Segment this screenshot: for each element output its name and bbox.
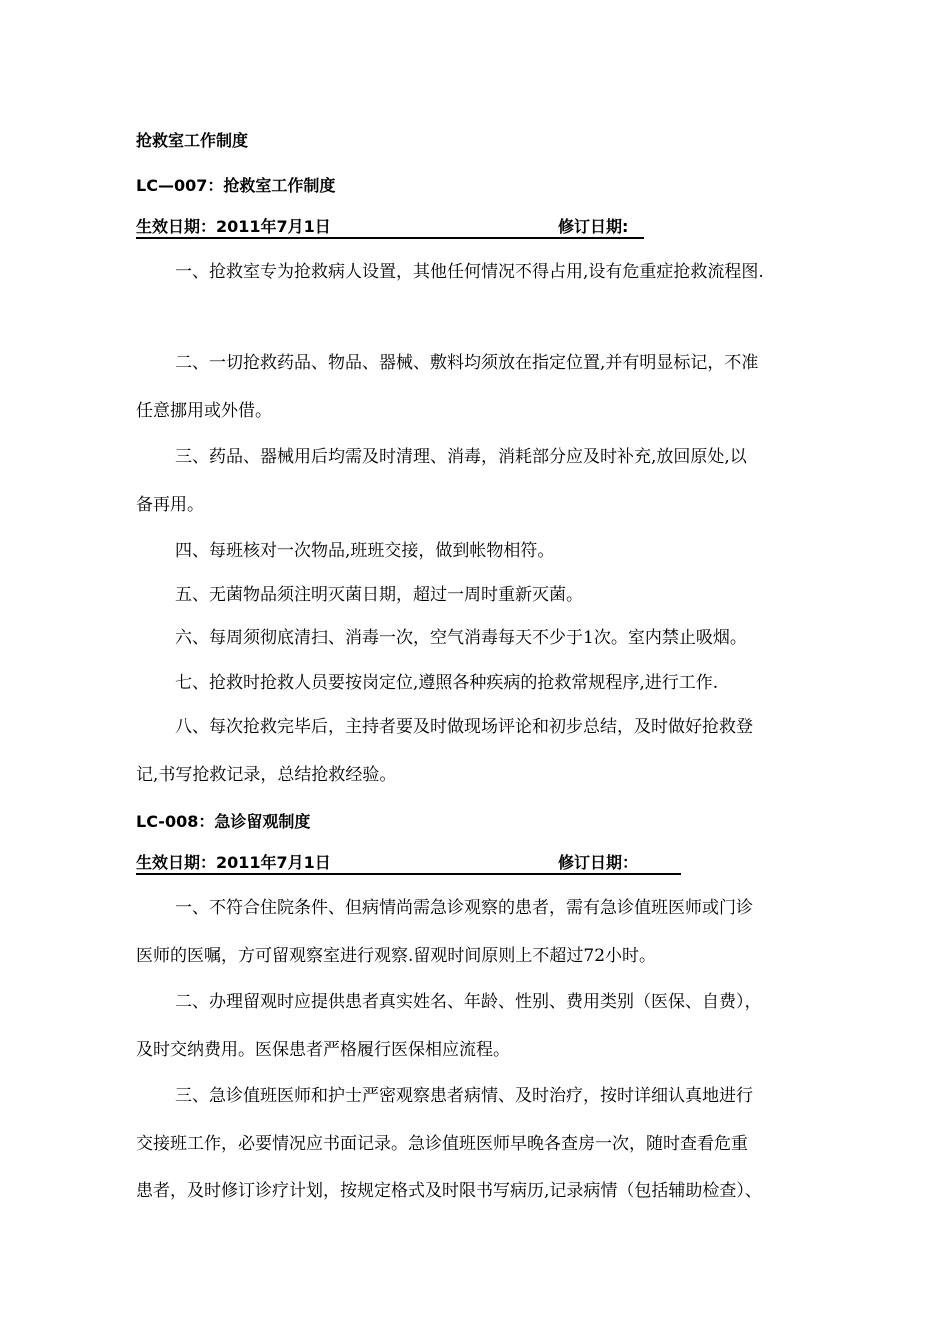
revision-date: 修订日期: <box>558 217 629 236</box>
paragraph-continuation: 患者，及时修订诊疗计划，按规定格式及时限书写病历,记录病情（包括辅助检查）、 <box>136 1181 762 1201</box>
paragraph: 七、抢救时抢救人员要按岗定位,遵照各种疾病的抢救常规程序,进行工作. <box>175 673 719 693</box>
paragraph: 六、每周须彻底清扫、消毒一次，空气消毒每天不少于1次。室内禁止吸烟。 <box>175 628 747 648</box>
section-heading-lc008: LC-008：急诊留观制度 <box>136 812 311 831</box>
paragraph: 三、药品、器械用后均需及时清理、消毒，消耗部分应及时补充,放回原处,以 <box>175 447 747 467</box>
revision-date: 修订日期： <box>558 853 639 872</box>
paragraph: 四、每班核对一次物品,班班交接，做到帐物相符。 <box>175 541 555 561</box>
document-title: 抢救室工作制度 <box>136 131 249 150</box>
date-row-lc008 <box>136 853 681 875</box>
paragraph: 五、无菌物品须注明灭菌日期，超过一周时重新灭菌。 <box>175 585 583 605</box>
paragraph: 三、急诊值班医师和护士严密观察患者病情、及时治疗，按时详细认真地进行 <box>175 1086 753 1106</box>
paragraph: 二、办理留观时应提供患者真实姓名、年龄、性别、费用类别（医保、自费）， <box>175 992 762 1012</box>
paragraph: 二、一切抢救药品、物品、器械、敷料均须放在指定位置,并有明显标记，不准 <box>175 353 759 373</box>
paragraph-continuation: 记,书写抢救记录，总结抢救经验。 <box>136 765 397 785</box>
paragraph-continuation: 及时交纳费用。医保患者严格履行医保相应流程。 <box>136 1040 510 1060</box>
date-row-lc007 <box>136 217 644 239</box>
paragraph-continuation: 医师的医嘱，方可留观察室进行观察.留观时间原则上不超过72小时。 <box>136 946 657 966</box>
paragraph: 一、抢救室专为抢救病人设置，其他任何情况不得占用,设有危重症抢救流程图. <box>175 262 764 282</box>
paragraph-continuation: 交接班工作，必要情况应书面记录。急诊值班医师早晚各查房一次，随时查看危重 <box>136 1134 748 1154</box>
paragraph: 八、每次抢救完毕后，主持者要及时做现场评论和初步总结，及时做好抢救登 <box>175 717 753 737</box>
paragraph: 一、不符合住院条件、但病情尚需急诊观察的患者，需有急诊值班医师或门诊 <box>175 898 753 918</box>
paragraph-continuation: 备再用。 <box>136 495 204 515</box>
section-heading-lc007: LC—007：抢救室工作制度 <box>136 176 336 195</box>
paragraph-continuation: 任意挪用或外借。 <box>136 401 272 421</box>
effective-date: 生效日期：2011年7月1日 <box>136 217 331 236</box>
effective-date: 生效日期：2011年7月1日 <box>136 853 331 872</box>
